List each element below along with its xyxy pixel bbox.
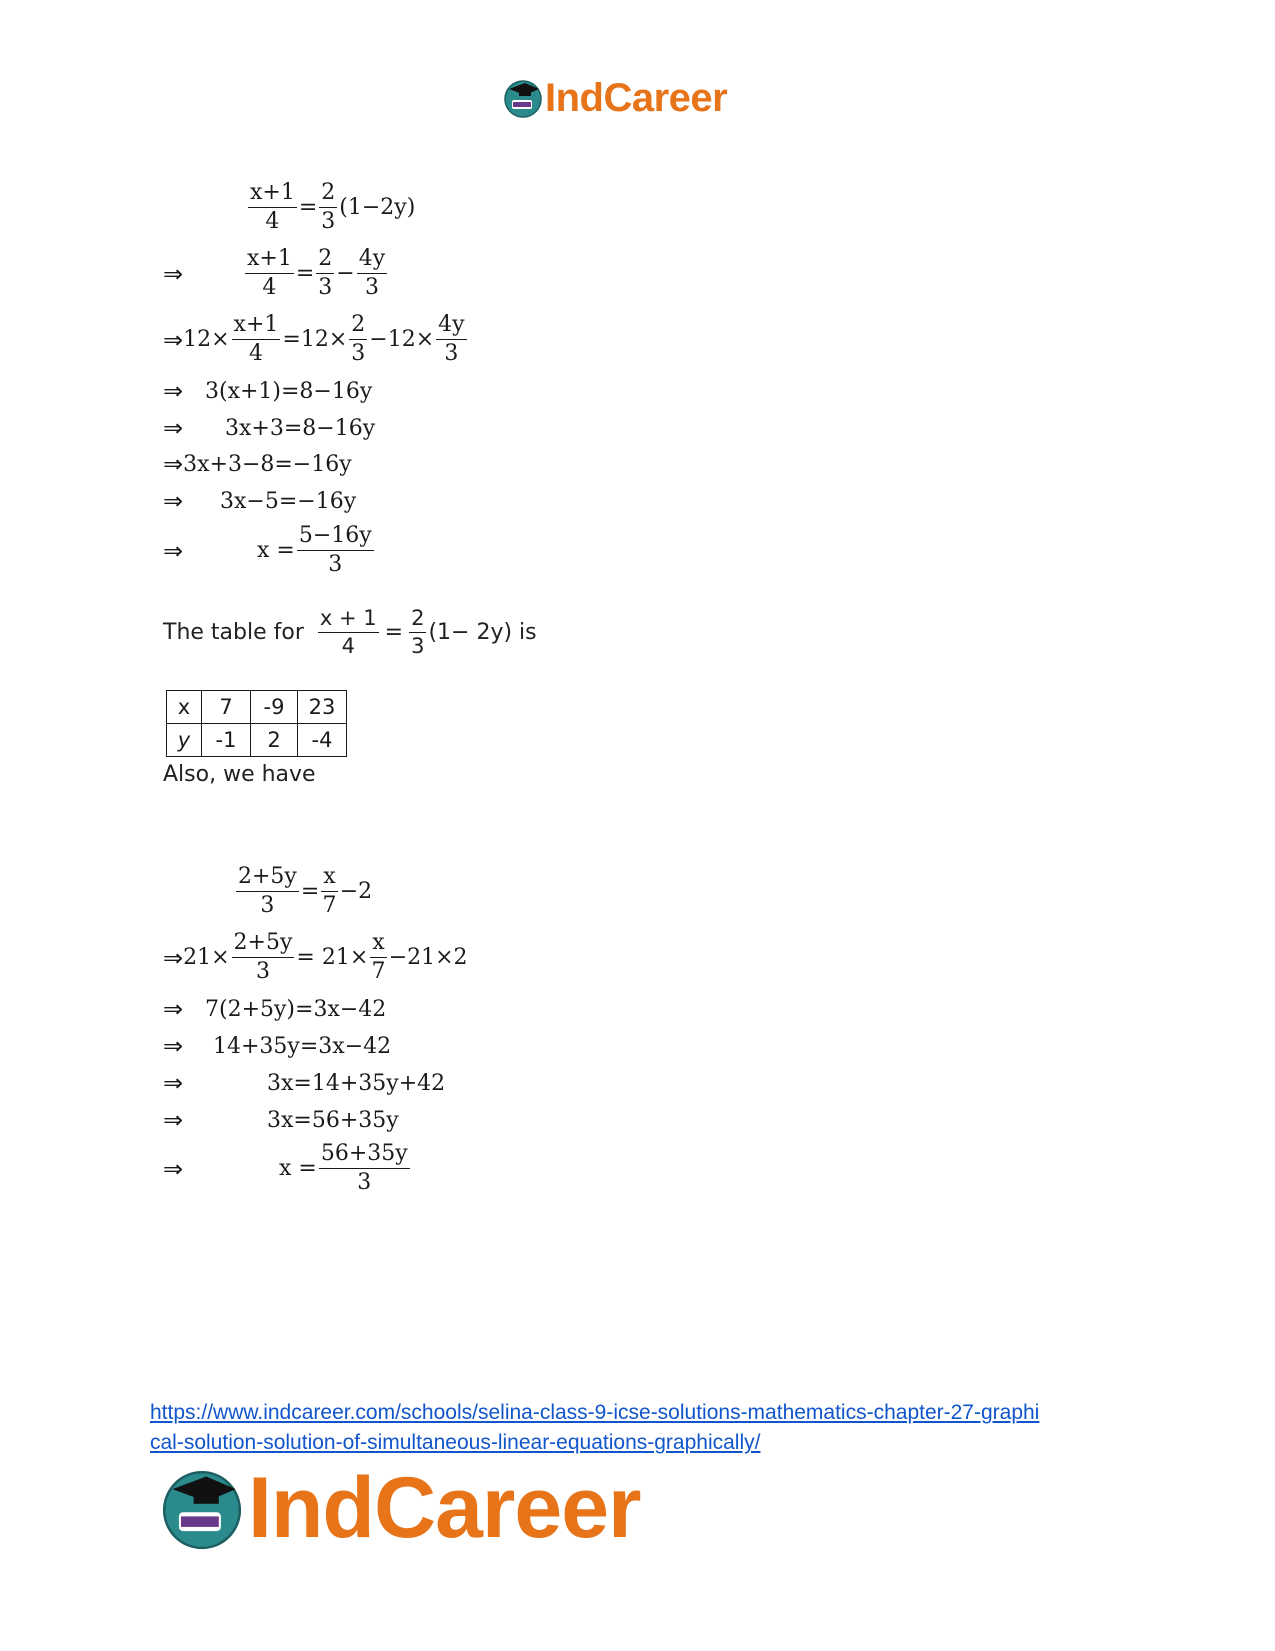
- source-link-line[interactable]: https://www.indcareer.com/schools/selina-class-9-icse-solutions-mathematics-chapter-27-graphi: [150, 1401, 1040, 1424]
- table-cell: -9: [251, 691, 298, 724]
- source-link-line[interactable]: cal-solution-solution-of-simultaneous-linear-equations-graphically/: [150, 1431, 761, 1454]
- table-cell: x: [167, 691, 202, 724]
- equation-line: ⇒ 3x+3=8−16y: [163, 414, 376, 442]
- table-cell: 2: [251, 724, 298, 757]
- equation-line: ⇒ 3x=56+35y: [163, 1106, 399, 1134]
- table-cell: -4: [298, 724, 347, 757]
- equation-line: ⇒ x = $\frac{56+35y}{3}$: [163, 1141, 408, 1195]
- equation-line: ⇒ 12× $\frac{x+1}{4}$ =12× $\frac{2}{3}$ −12× $\frac{4y}{3}$: [163, 312, 465, 366]
- equation-line: ⇒ 14+35y=3x−42: [163, 1032, 392, 1060]
- source-link[interactable]: [150, 1398, 1039, 1458]
- equation-line: ⇒ 3x−5=−16y: [163, 487, 357, 515]
- equation-line: ⇒ x = $\frac{5-16y}{3}$: [163, 523, 372, 577]
- equation-line: ⇒ 7(2+5y)=3x−42: [163, 995, 387, 1023]
- equation-line: ⇒ 3x+3−8=−16y: [163, 450, 352, 478]
- equation-line: ⇒ 3x=14+35y+42: [163, 1069, 446, 1097]
- equation-line: $\frac{x+1}{4}$ = $\frac{2}{3}$ (1−2y): [250, 180, 416, 234]
- equation-line: ⇒ 21× $\frac{2+5y}{3}$ = 21× $\frac{x}{7}$ −21×2: [163, 930, 468, 984]
- also-text: Also, we have: [163, 762, 316, 787]
- table-cell: 23: [298, 691, 347, 724]
- equation-line: ⇒ $\frac{x+1}{4}$ = $\frac{2}{3}$ − $\frac{4y}{3}$: [163, 246, 386, 300]
- table-caption: The table for $\frac{x + 1}{4}$ = $\frac{2}{3}$ (1− 2y) is: [163, 606, 537, 658]
- values-table: [166, 690, 347, 757]
- table-cell: 7: [202, 691, 251, 724]
- table-cell: y: [167, 724, 202, 757]
- brand-name: IndCareer: [248, 1460, 641, 1556]
- graduation-cap-icon: [160, 1466, 244, 1550]
- brand-name: IndCareer: [545, 76, 728, 120]
- table-cell: -1: [202, 724, 251, 757]
- equation-line: $\frac{2+5y}{3}$ = $\frac{x}{7}$ −2: [238, 864, 373, 918]
- table-row: [167, 691, 347, 724]
- footer-logo: [160, 1460, 641, 1556]
- equation-line: ⇒ 3(x+1)=8−16y: [163, 377, 373, 405]
- table-row: [167, 724, 347, 757]
